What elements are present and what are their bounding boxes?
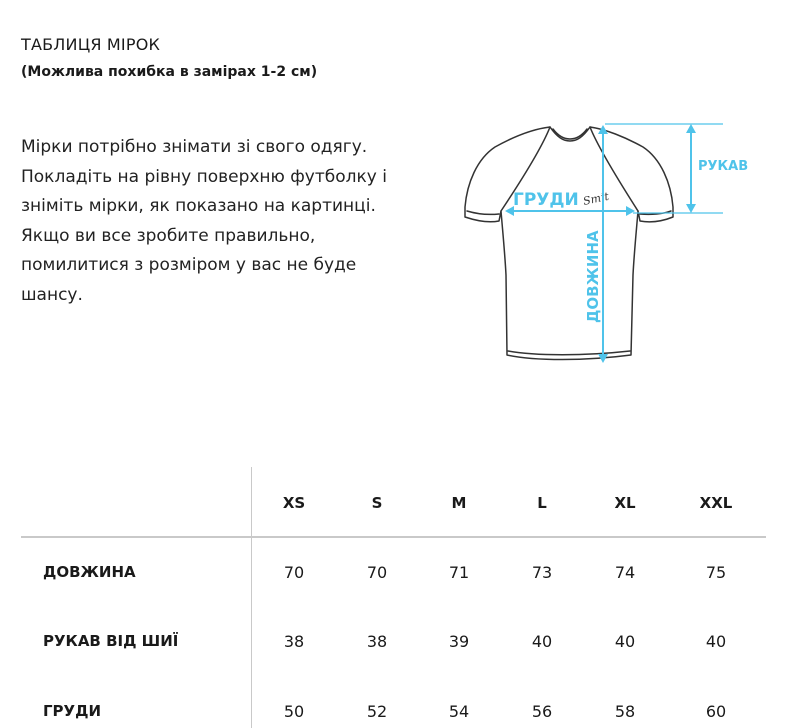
table-cell: 58 — [614, 702, 636, 721]
table-divider-horizontal — [21, 536, 766, 538]
table-cell: 70 — [283, 563, 305, 582]
tshirt-outline — [465, 127, 673, 360]
table-cell: 50 — [283, 702, 305, 721]
table-cell: 39 — [448, 632, 470, 651]
page-title: ТАБЛИЦЯ МІРОК — [21, 35, 161, 54]
size-header-s: S — [371, 494, 383, 512]
table-cell: 70 — [366, 563, 388, 582]
table-cell: 38 — [283, 632, 305, 651]
row-label-length: ДОВЖИНА — [43, 563, 136, 581]
table-cell: 56 — [531, 702, 553, 721]
table-cell: 52 — [366, 702, 388, 721]
table-cell: 74 — [614, 563, 636, 582]
sleeve-label: РУКАВ — [698, 159, 749, 174]
table-cell: 60 — [705, 702, 727, 721]
table-cell: 73 — [531, 563, 553, 582]
table-cell: 40 — [705, 632, 727, 651]
brand-logo: Smit — [581, 189, 611, 208]
table-cell: 38 — [366, 632, 388, 651]
size-header-xxl: XXL — [699, 494, 733, 512]
size-header-l: L — [537, 494, 547, 512]
page-subtitle: (Можлива похибка в замірах 1-2 см) — [21, 64, 318, 80]
table-cell: 40 — [614, 632, 636, 651]
table-cell: 40 — [531, 632, 553, 651]
table-cell: 71 — [448, 563, 470, 582]
size-chart-table — [21, 467, 766, 728]
table-cell: 75 — [705, 563, 727, 582]
table-cell: 54 — [448, 702, 470, 721]
chest-label: ГРУДИ — [513, 190, 579, 210]
tshirt-measurement-diagram — [455, 115, 755, 375]
length-label: ДОВЖИНА — [584, 230, 602, 323]
table-divider-vertical — [251, 467, 252, 728]
size-header-m: M — [451, 494, 467, 512]
row-label-chest: ГРУДИ — [43, 702, 102, 720]
measurement-instructions: Мірки потрібно знімати зі свого одягу. Покладіть на рівну поверхню футболку і зніміть мірки, як показано на картинці. Якщо ви все зробите правильно, помилитися з розміром у вас не буде шансу. — [21, 137, 387, 305]
size-header-xl: XL — [614, 494, 636, 512]
size-header-xs: XS — [282, 494, 306, 512]
row-label-sleeve: РУКАВ ВІД ШИЇ — [43, 632, 179, 650]
